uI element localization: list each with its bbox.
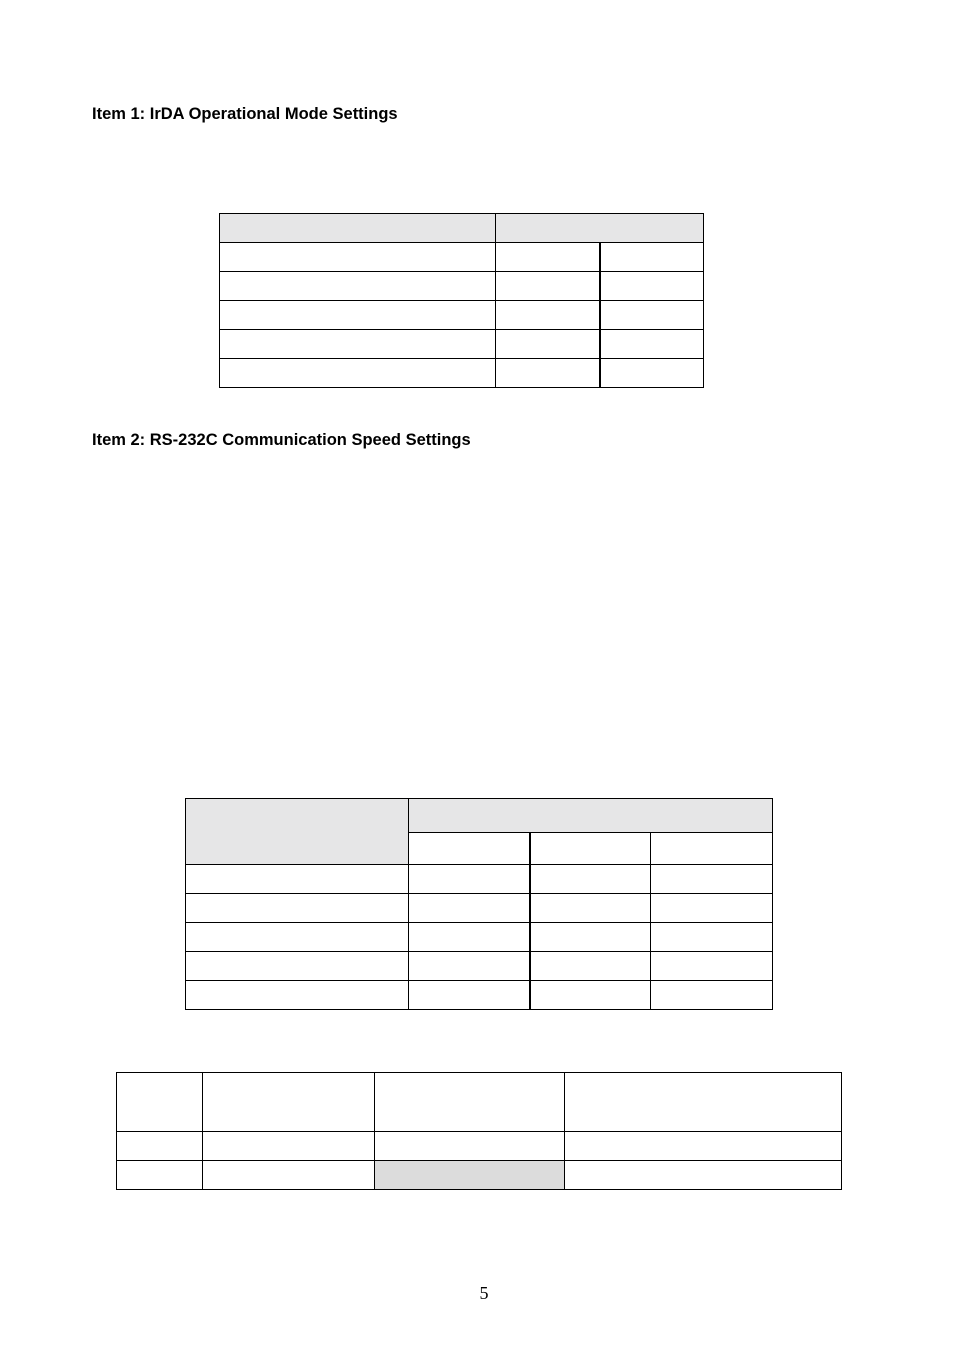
header-cell (496, 214, 704, 243)
table-cell (565, 1132, 842, 1161)
table-cell (409, 952, 530, 981)
table-header-row (186, 799, 773, 833)
table-cell (186, 981, 409, 1010)
table-row (186, 894, 773, 923)
rs232c-speed-settings-table (185, 798, 773, 1010)
table-cell (530, 923, 651, 952)
table-cell (600, 359, 704, 388)
item2-heading: Item 2: RS-232C Communication Speed Settings (92, 431, 471, 449)
table-cell (220, 330, 496, 359)
header-cell (565, 1073, 842, 1132)
header-cell (409, 799, 773, 833)
item1-heading: Item 1: IrDA Operational Mode Settings (92, 105, 398, 123)
subheader-cell (651, 833, 773, 865)
table-cell (530, 952, 651, 981)
table-cell (496, 243, 600, 272)
table-cell (651, 865, 773, 894)
table-row (220, 243, 704, 272)
table-row (186, 923, 773, 952)
subheader-cell (409, 833, 530, 865)
table-cell (600, 301, 704, 330)
table-cell (600, 243, 704, 272)
table-cell (530, 894, 651, 923)
table-row (220, 330, 704, 359)
table-cell (409, 981, 530, 1010)
table-cell (496, 359, 600, 388)
header-cell (186, 799, 409, 865)
table-cell (496, 330, 600, 359)
table-cell (530, 865, 651, 894)
table-row (117, 1132, 842, 1161)
subheader-cell (530, 833, 651, 865)
table-header-row (117, 1073, 842, 1132)
table-cell (409, 923, 530, 952)
table-cell (117, 1132, 203, 1161)
table-cell (600, 272, 704, 301)
table-cell (220, 359, 496, 388)
table-cell (186, 865, 409, 894)
table-row (186, 952, 773, 981)
table-cell (530, 981, 651, 1010)
table-cell-highlighted (375, 1161, 565, 1190)
table-row (220, 272, 704, 301)
table-header-row (220, 214, 704, 243)
table-cell (117, 1161, 203, 1190)
table-cell (496, 272, 600, 301)
table-cell (186, 894, 409, 923)
table-cell (651, 923, 773, 952)
header-cell (117, 1073, 203, 1132)
table-cell (496, 301, 600, 330)
table-cell (565, 1161, 842, 1190)
table-cell (409, 865, 530, 894)
table-cell (186, 952, 409, 981)
table-cell (220, 301, 496, 330)
table-cell (651, 894, 773, 923)
table-row (186, 865, 773, 894)
table-cell (409, 894, 530, 923)
table-row (220, 301, 704, 330)
header-cell (203, 1073, 375, 1132)
table-cell (651, 952, 773, 981)
table-row (186, 981, 773, 1010)
table-cell (203, 1132, 375, 1161)
table-row (220, 359, 704, 388)
table-cell (203, 1161, 375, 1190)
table-cell (186, 923, 409, 952)
irda-mode-settings-table (219, 213, 704, 388)
table-cell (220, 272, 496, 301)
settings-summary-table (116, 1072, 842, 1190)
header-cell (220, 214, 496, 243)
table-cell (600, 330, 704, 359)
table-cell (375, 1132, 565, 1161)
table-cell (220, 243, 496, 272)
page-number: 5 (479, 1283, 489, 1303)
table-row (117, 1161, 842, 1190)
header-cell (375, 1073, 565, 1132)
table-cell (651, 981, 773, 1010)
